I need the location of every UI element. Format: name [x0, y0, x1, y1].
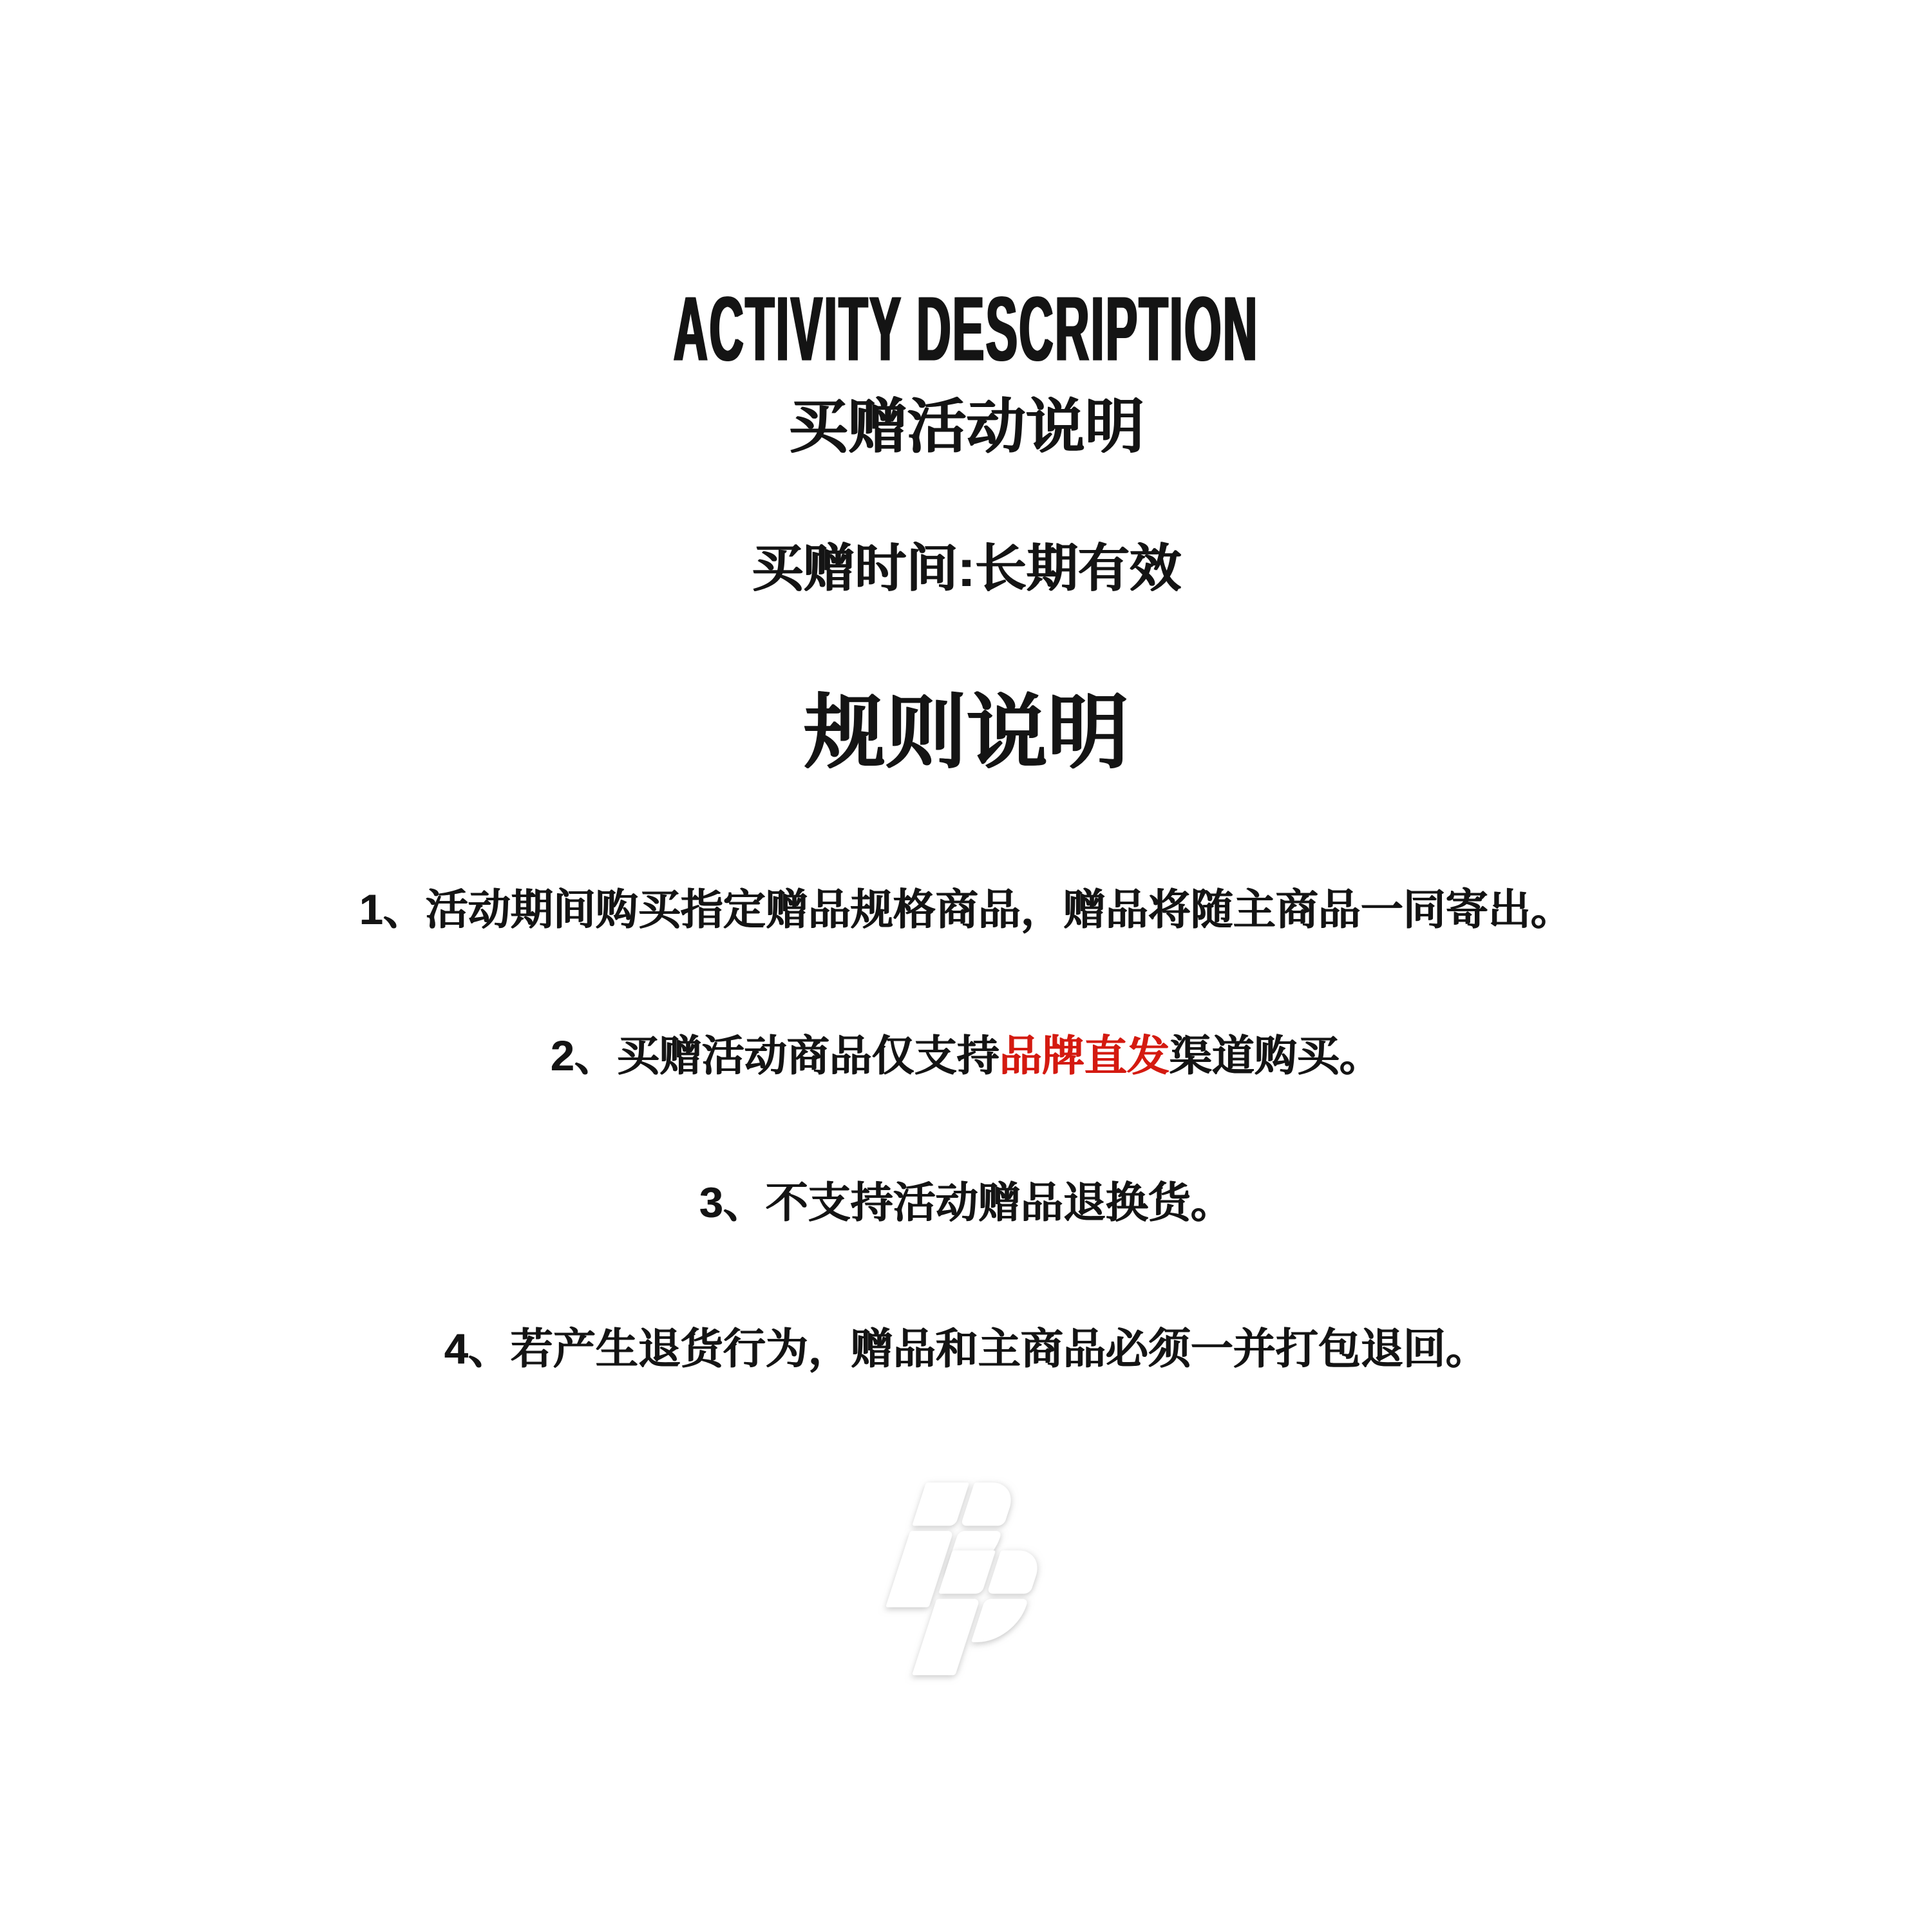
brand-watermark-double-p-logo-icon [831, 1462, 1101, 1707]
page-title-english-text: ACTIVITY DESCRIPTION [673, 279, 1259, 381]
promo-time-line: 买赠时间:长期有效 [751, 540, 1181, 597]
page-title-english [0, 279, 1932, 381]
rule-item-2 [0, 1034, 1932, 1077]
page-title-chinese: 买赠活动说明 [788, 394, 1144, 460]
rules-heading: 规则说明 [804, 687, 1128, 778]
rule-2-prefix: 2、买赠活动商品仅支持 [550, 1032, 999, 1079]
rule-2-suffix: 渠道购买。 [1169, 1032, 1382, 1079]
rule-item-3: 3、不支持活动赠品退换货。 [699, 1179, 1233, 1226]
rule-item-1: 1、活动期间购买指定赠品规格商品，赠品将随主商品一同寄出。 [359, 886, 1573, 933]
rule-item-4: 4、若产生退货行为，赠品和主商品必须一并打包退回。 [444, 1325, 1488, 1372]
rule-2-highlight: 品牌直发 [999, 1032, 1170, 1079]
